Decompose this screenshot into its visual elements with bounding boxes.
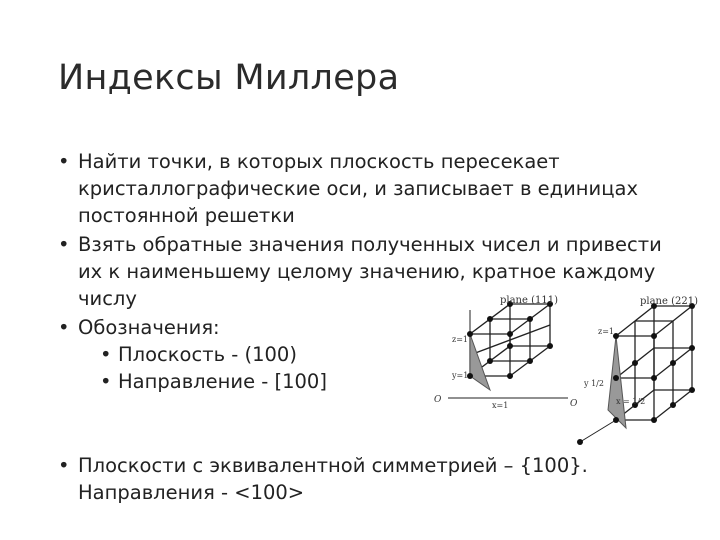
bullet-notation: • Обозначения: bbox=[58, 314, 678, 341]
plane-221-x-label: x = 1/2 bbox=[616, 397, 646, 406]
equivalent-planes-text: Плоскости с эквивалентной симметрией – {100}. bbox=[78, 454, 588, 477]
plane-111-shaded bbox=[470, 334, 490, 390]
bullet-reciprocals: • Взять обратные значения полученных чисел и привести их к наименьшему целому значению, кратное каждому числу bbox=[58, 231, 678, 312]
plane-221-shaded bbox=[608, 336, 626, 428]
subbullet-plane: • Плоскость - (100) bbox=[80, 341, 678, 368]
plane-221-label: plane (221) bbox=[640, 296, 698, 307]
plane-111-label: plane (111) bbox=[500, 295, 558, 306]
plane-221-y-label: y 1/2 bbox=[584, 379, 604, 388]
plane-221-origin-label: O bbox=[570, 399, 578, 409]
plane-111-origin-label: O bbox=[434, 395, 442, 405]
plane-111-y-label: y=1 bbox=[452, 371, 469, 380]
subbullet-direction: • Направление - [100] bbox=[80, 368, 678, 395]
plane-221-z-label: z=1 bbox=[598, 327, 615, 336]
plane-111-z-label: z=1 bbox=[452, 335, 469, 344]
plane-111-x-label: x=1 bbox=[492, 401, 509, 410]
bullet-equivalent-symmetry bbox=[58, 452, 698, 506]
bullet-find-intercepts: • Найти точки, в которых плоскость пересекает кристаллографические оси, и записывает в единицах постоянной решетки bbox=[58, 148, 678, 229]
equivalent-directions-text: Направления - <100> bbox=[78, 481, 305, 504]
plane-111-diagram bbox=[418, 290, 578, 420]
plane-221-diagram bbox=[562, 290, 712, 450]
slide-title: Индексы Миллера bbox=[58, 58, 400, 98]
